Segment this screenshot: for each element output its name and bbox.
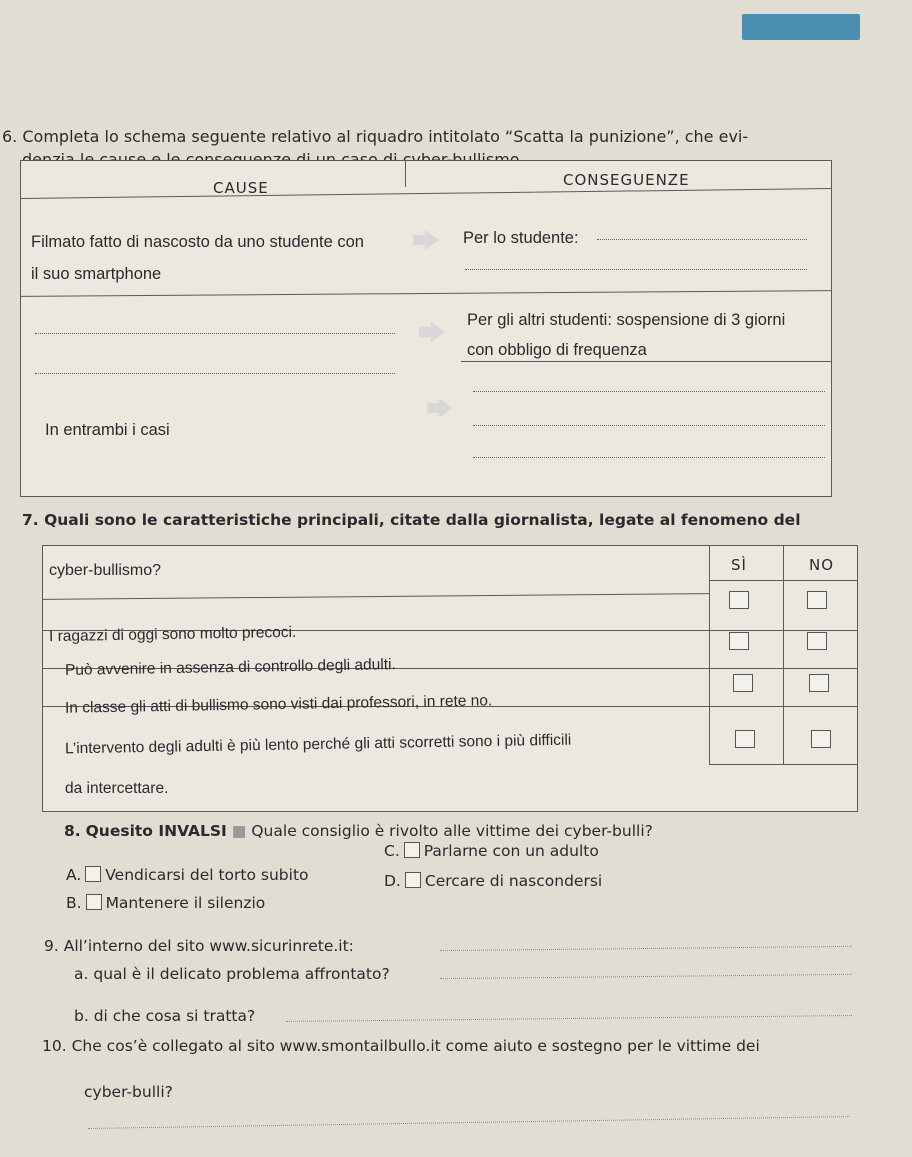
row2-cons-line2: con obbligo di frequenza — [467, 341, 647, 359]
q9-a: a. qual è il delicato problema affrontato? — [74, 965, 390, 983]
q8-option-d[interactable]: D. Cercare di nascondersi — [384, 872, 603, 890]
answer-line[interactable] — [597, 239, 807, 240]
answer-line[interactable] — [35, 373, 395, 374]
answer-line[interactable] — [440, 946, 852, 951]
checkbox[interactable] — [405, 872, 421, 888]
checkbox-si[interactable] — [733, 674, 753, 692]
checkbox[interactable] — [85, 866, 101, 882]
arrow-icon — [413, 235, 425, 245]
col-header-conseguenze: CONSEGUENZE — [563, 171, 690, 189]
invalsi-label: Quesito INVALSI — [85, 822, 227, 840]
checkbox-no[interactable] — [807, 591, 827, 609]
q8-question: 8. Quesito INVALSI ■ Quale consiglio è rivolto alle vittime dei cyber-bulli? — [64, 822, 653, 840]
arrow-icon — [431, 322, 445, 342]
q9-b: b. di che cosa si tratta? — [74, 1007, 256, 1025]
page-header-tab — [742, 14, 860, 40]
q8-option-c[interactable]: C. Parlarne con un adulto — [384, 842, 599, 860]
checkbox-no[interactable] — [807, 632, 827, 650]
q7-row-4-line2: da intercettare. — [65, 780, 169, 797]
answer-line[interactable] — [35, 333, 395, 334]
q7-text-line1: 7. Quali sono le caratteristiche principali, citate dalla giornalista, legate al fenomeno del — [22, 511, 801, 529]
col-header-no: NO — [809, 556, 835, 574]
row1-cause-line1: Filmato fatto di nascosto da uno studente con — [31, 233, 364, 251]
checkbox-no[interactable] — [811, 730, 831, 748]
answer-line[interactable] — [473, 391, 825, 392]
cause-consequence-table — [20, 160, 832, 497]
answer-line[interactable] — [465, 269, 807, 270]
q7-row-3: In classe gli atti di bullismo sono visti dai professori, in rete no. — [64, 692, 493, 717]
row-rule — [21, 290, 831, 297]
row1-cause-line2: il suo smartphone — [31, 265, 162, 283]
row-rule — [709, 764, 857, 765]
row-rule — [43, 593, 709, 600]
answer-line[interactable] — [473, 457, 825, 458]
header-divider — [405, 161, 406, 187]
checkbox-si[interactable] — [735, 730, 755, 748]
row2-cons-line1: Per gli altri studenti: sospensione di 3 giorni — [467, 311, 786, 329]
q7-text-line2: cyber-bullismo? — [49, 562, 162, 579]
col-header-si: SÌ — [731, 556, 747, 574]
arrow-icon — [439, 398, 453, 418]
q8-option-a[interactable]: A. Vendicarsi del torto subito — [66, 866, 309, 884]
checkbox[interactable] — [86, 894, 102, 910]
answer-line[interactable] — [286, 1015, 852, 1022]
checkbox-si[interactable] — [729, 591, 749, 609]
checkbox-no[interactable] — [809, 674, 829, 692]
header-rule — [21, 188, 831, 199]
checkbox[interactable] — [404, 842, 420, 858]
row3-cause: In entrambi i casi — [45, 421, 170, 439]
q10-text-line2: cyber-bulli? — [84, 1083, 173, 1101]
arrow-icon — [427, 403, 439, 413]
q7-row-2: Può avvenire in assenza di controllo degli adulti. — [64, 656, 396, 679]
q9-title: 9. All’interno del sito www.sicurinrete.it: — [44, 937, 354, 955]
row-rule — [461, 361, 831, 362]
col-divider — [709, 546, 710, 764]
q7-row-1: I ragazzi di oggi sono molto precoci. — [48, 623, 297, 646]
arrow-icon — [425, 230, 439, 250]
checkbox-si[interactable] — [729, 632, 749, 650]
answer-line[interactable] — [440, 974, 852, 979]
q10-text-line1: 10. Che cos’è collegato al sito www.smontailbullo.it come aiuto e sostegno per le vittime dei — [42, 1037, 760, 1055]
characteristics-table — [42, 545, 858, 812]
answer-line[interactable] — [473, 425, 825, 426]
col-header-cause: CAUSE — [213, 179, 269, 197]
col-divider — [783, 546, 784, 764]
header-rule — [709, 580, 857, 581]
q8-option-b[interactable]: B. Mantenere il silenzio — [66, 894, 266, 912]
arrow-icon — [419, 327, 431, 337]
answer-line[interactable] — [88, 1116, 850, 1129]
row1-cons-label: Per lo studente: — [463, 229, 579, 247]
q6-text-line1: 6. Completa lo schema seguente relativo al riquadro intitolato “Scatta la punizione”, che evi- — [2, 127, 749, 146]
q7-row-4-line1: L’intervento degli adulti è più lento perché gli atti scorretti sono i più difficili — [64, 731, 572, 758]
